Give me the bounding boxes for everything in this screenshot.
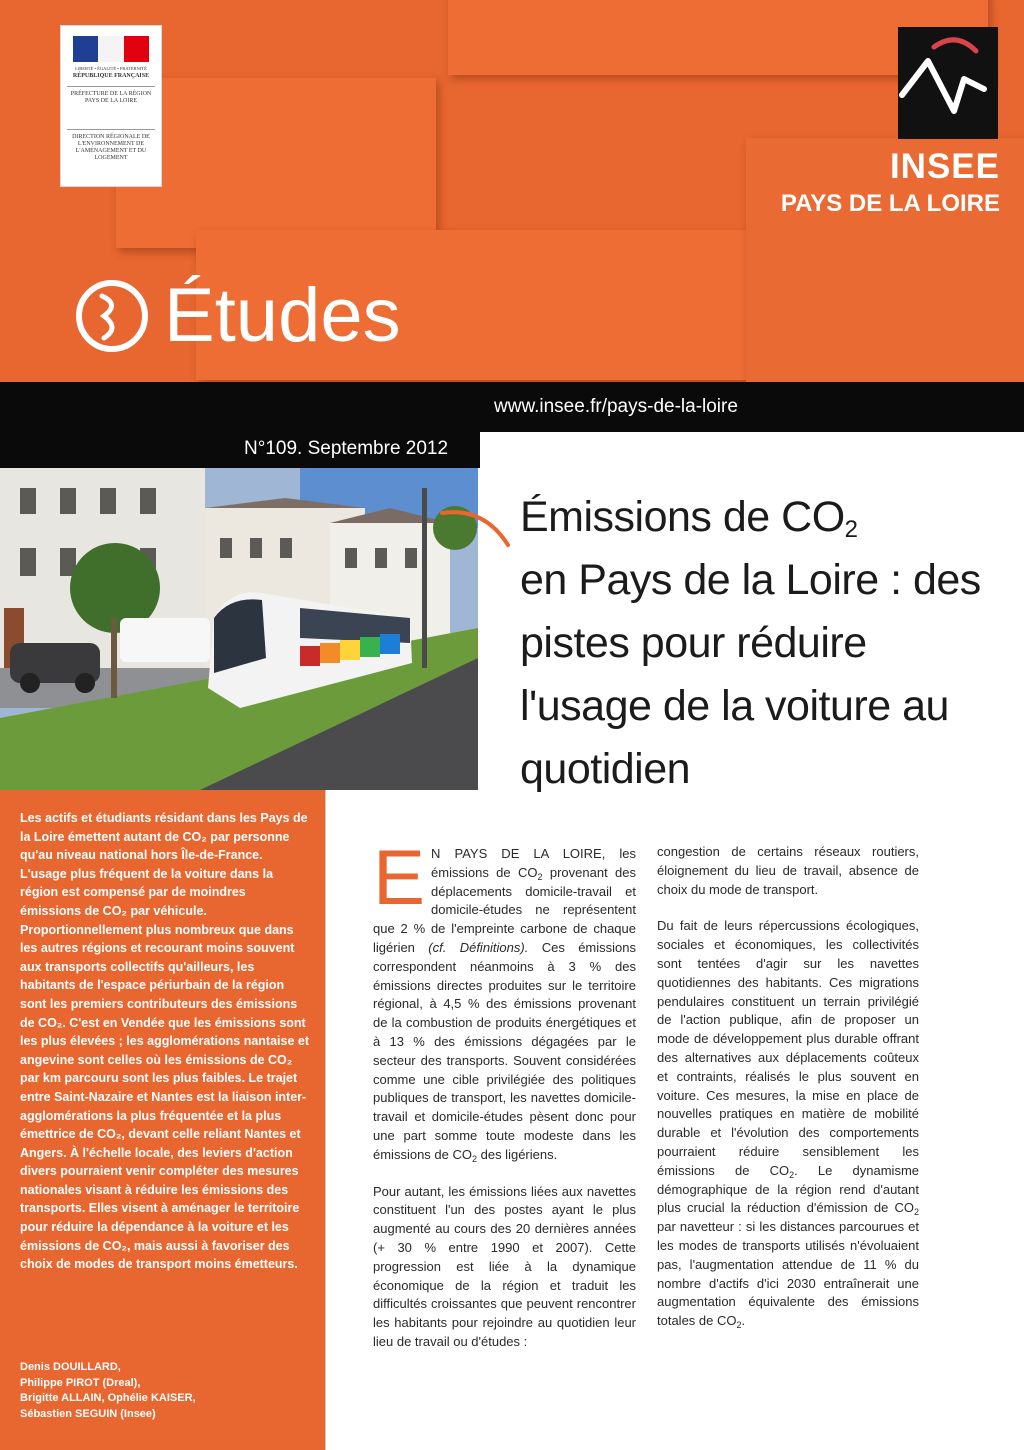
issue-number: N°109. Septembre 2012 [244,438,449,459]
subscript: 2 [789,1169,795,1180]
gov-prefecture: PRÉFECTURE DE LA RÉGION PAYS DE LA LOIRE [70,91,152,104]
authors [20,1360,310,1422]
text-run: . [741,1313,746,1329]
text-run: . Le dynamisme démographique de la région rend d'autant plus crucial la réduction d'émission de CO [657,1162,920,1216]
text-run: des ligériens. [477,1146,558,1162]
text-run: (cf. Définitions). [428,939,529,955]
body-column-2 [657,843,919,1349]
text-run: par navetteur : si les distances parcourues et les modes de transports utilisés n'évoluaient pas, l'augmentation attendue de 11 % du nombre d'actifs d'ici 2030 entraînerait une augmentation équivalente des émissions totales de CO [657,1219,919,1329]
subscript: 2 [471,1153,477,1164]
summary-text: Les actifs et étudiants résidant dans les Pays de la Loire émettent autant de CO₂ par personne qu'au niveau national hors Île-de-France. L'usage plus fréquent de la voiture dans la région est compensé par de moindres émissions de CO₂ par véhicule. Proportionnellement plus nombreux que dans les autres régions et recourant moins souvent aux transports collectifs qu'ailleurs, les habitants de l'espace périurbain de la région sont les premiers contributeurs des émissions de CO₂. C'est en Vendée que les émissions sont les plus élevées ; les agglomérations nantaise et angevine sont celles où les émissions de CO₂ par km parcouru sont les plus faibles. Le trajet entre Saint-Nazaire et Nantes est la liaison inter-agglomérations la plus fréquentée et la plus émettrice de CO₂, devant celle reliant Nantes et Angers. À l'échelle locale, des leviers d'action divers pourraient venir compléter des mesures nationales visant à réduire les émissions des transports. Elles visent à aménager le territoire pour réduire la dépendance à la voiture et les émissions de CO₂, mais aussi à favoriser des choix de modes de transport moins émetteurs. [20,811,310,1272]
paragraph [657,917,919,1331]
subscript: 2 [736,1320,742,1331]
text-run: Du fait de leurs répercussions écologiques, sociales et économiques, les collectivités sont tentées d'agir sur les navettes quotidiennes des habitants. Ces migrations pendulaires constituent un terrain privilégié de l'action publique, afin de proposer un mode de développement plus durable offrant des alternatives aux déplacements coûteux et contraints, réalisés le plus souvent en voiture. Ces mesures, la mise en place de nouvelles pratiques en matière de mobilité durable et l'évolution des comportements pourraient réduire sensiblement les émissions de CO [657,918,919,1178]
subscript: 2 [913,1207,919,1218]
tramway-photo [0,468,478,790]
marianne-flag-icon [73,36,149,62]
etudes-logo-icon [74,278,150,354]
insee-name: INSEE [889,147,1000,186]
gov-direction: DIRECTION RÉGIONALE DE L'ENVIRONNEMENT DE L'AMÉNAGEMENT ET DU LOGEMENT [72,134,150,161]
government-logo [60,25,162,187]
divider [67,129,155,130]
insee-region: PAYS DE LA LOIRE [780,190,1000,217]
insee-logo-icon [898,27,998,139]
website-link[interactable]: www.insee.fr/pays-de-la-loire [494,396,738,417]
series-title: Études [164,273,401,358]
gov-republic: RÉPUBLIQUE FRANÇAISE [72,73,150,79]
text-run: provenant des déplacements domicile-travail et domicile-études ne représentent que 2 % de l'empreinte carbone de chaque ligérien [373,864,636,955]
paragraph [373,833,636,1165]
title-hook-icon [438,505,518,551]
paragraph: congestion de certains réseaux routiers, éloignement du lieu de travail, absence de choix du mode de transport. [657,844,919,897]
author-line: Sébastien SEGUIN (Insee) [20,1407,156,1420]
paragraph: Pour autant, les émissions liées aux navettes constituent l'un des postes ayant le plus augmenté au cours des 20 dernières années (+ 30 % entre 1990 et 2007). Cette progression est liée à la dynamique économique de la région et traduit les difficultés croissantes que peuvent rencontrer les habitants pour rejoindre au quotidien leur lieu de travail ou d'études : [373,1183,636,1349]
title-subscript: 2 [844,516,858,543]
drop-cap: E [373,833,426,921]
article-title [520,486,990,801]
author-line: Brigitte ALLAIN, Ophélie KAISER, [20,1392,196,1404]
decor-panel [116,78,436,248]
divider [67,86,155,87]
body-column-1 [373,833,636,1370]
title-prefix: Émissions de CO [520,493,845,541]
text-run: Ces émissions correspondent néanmoins à 3 % des émissions directes produites sur le territoire régional, à 4,5 % des émissions provenant de la combustion de produits énergétiques et à 13 % des émissions dégagées par le secteur des transports. Souvent considérées comme une cible privilégiée des politiques publiques de transport, les navettes domicile-travail et domicile-études pèsent donc pour une part somme toute modeste dans les émissions de CO [373,939,636,1162]
subscript: 2 [537,871,543,882]
author-line: Denis DOUILLARD, [20,1361,121,1373]
text-run: N PAYS DE LA LOIRE, les émissions de CO [431,846,636,880]
gov-motto: LIBERTÉ • ÉGALITÉ • FRATERNITÉ [75,66,147,71]
author-line: Philippe PIROT (Dreal), [20,1376,141,1389]
title-rest: en Pays de la Loire : des pistes pour réduire l'usage de la voiture au quotidien [520,556,981,793]
